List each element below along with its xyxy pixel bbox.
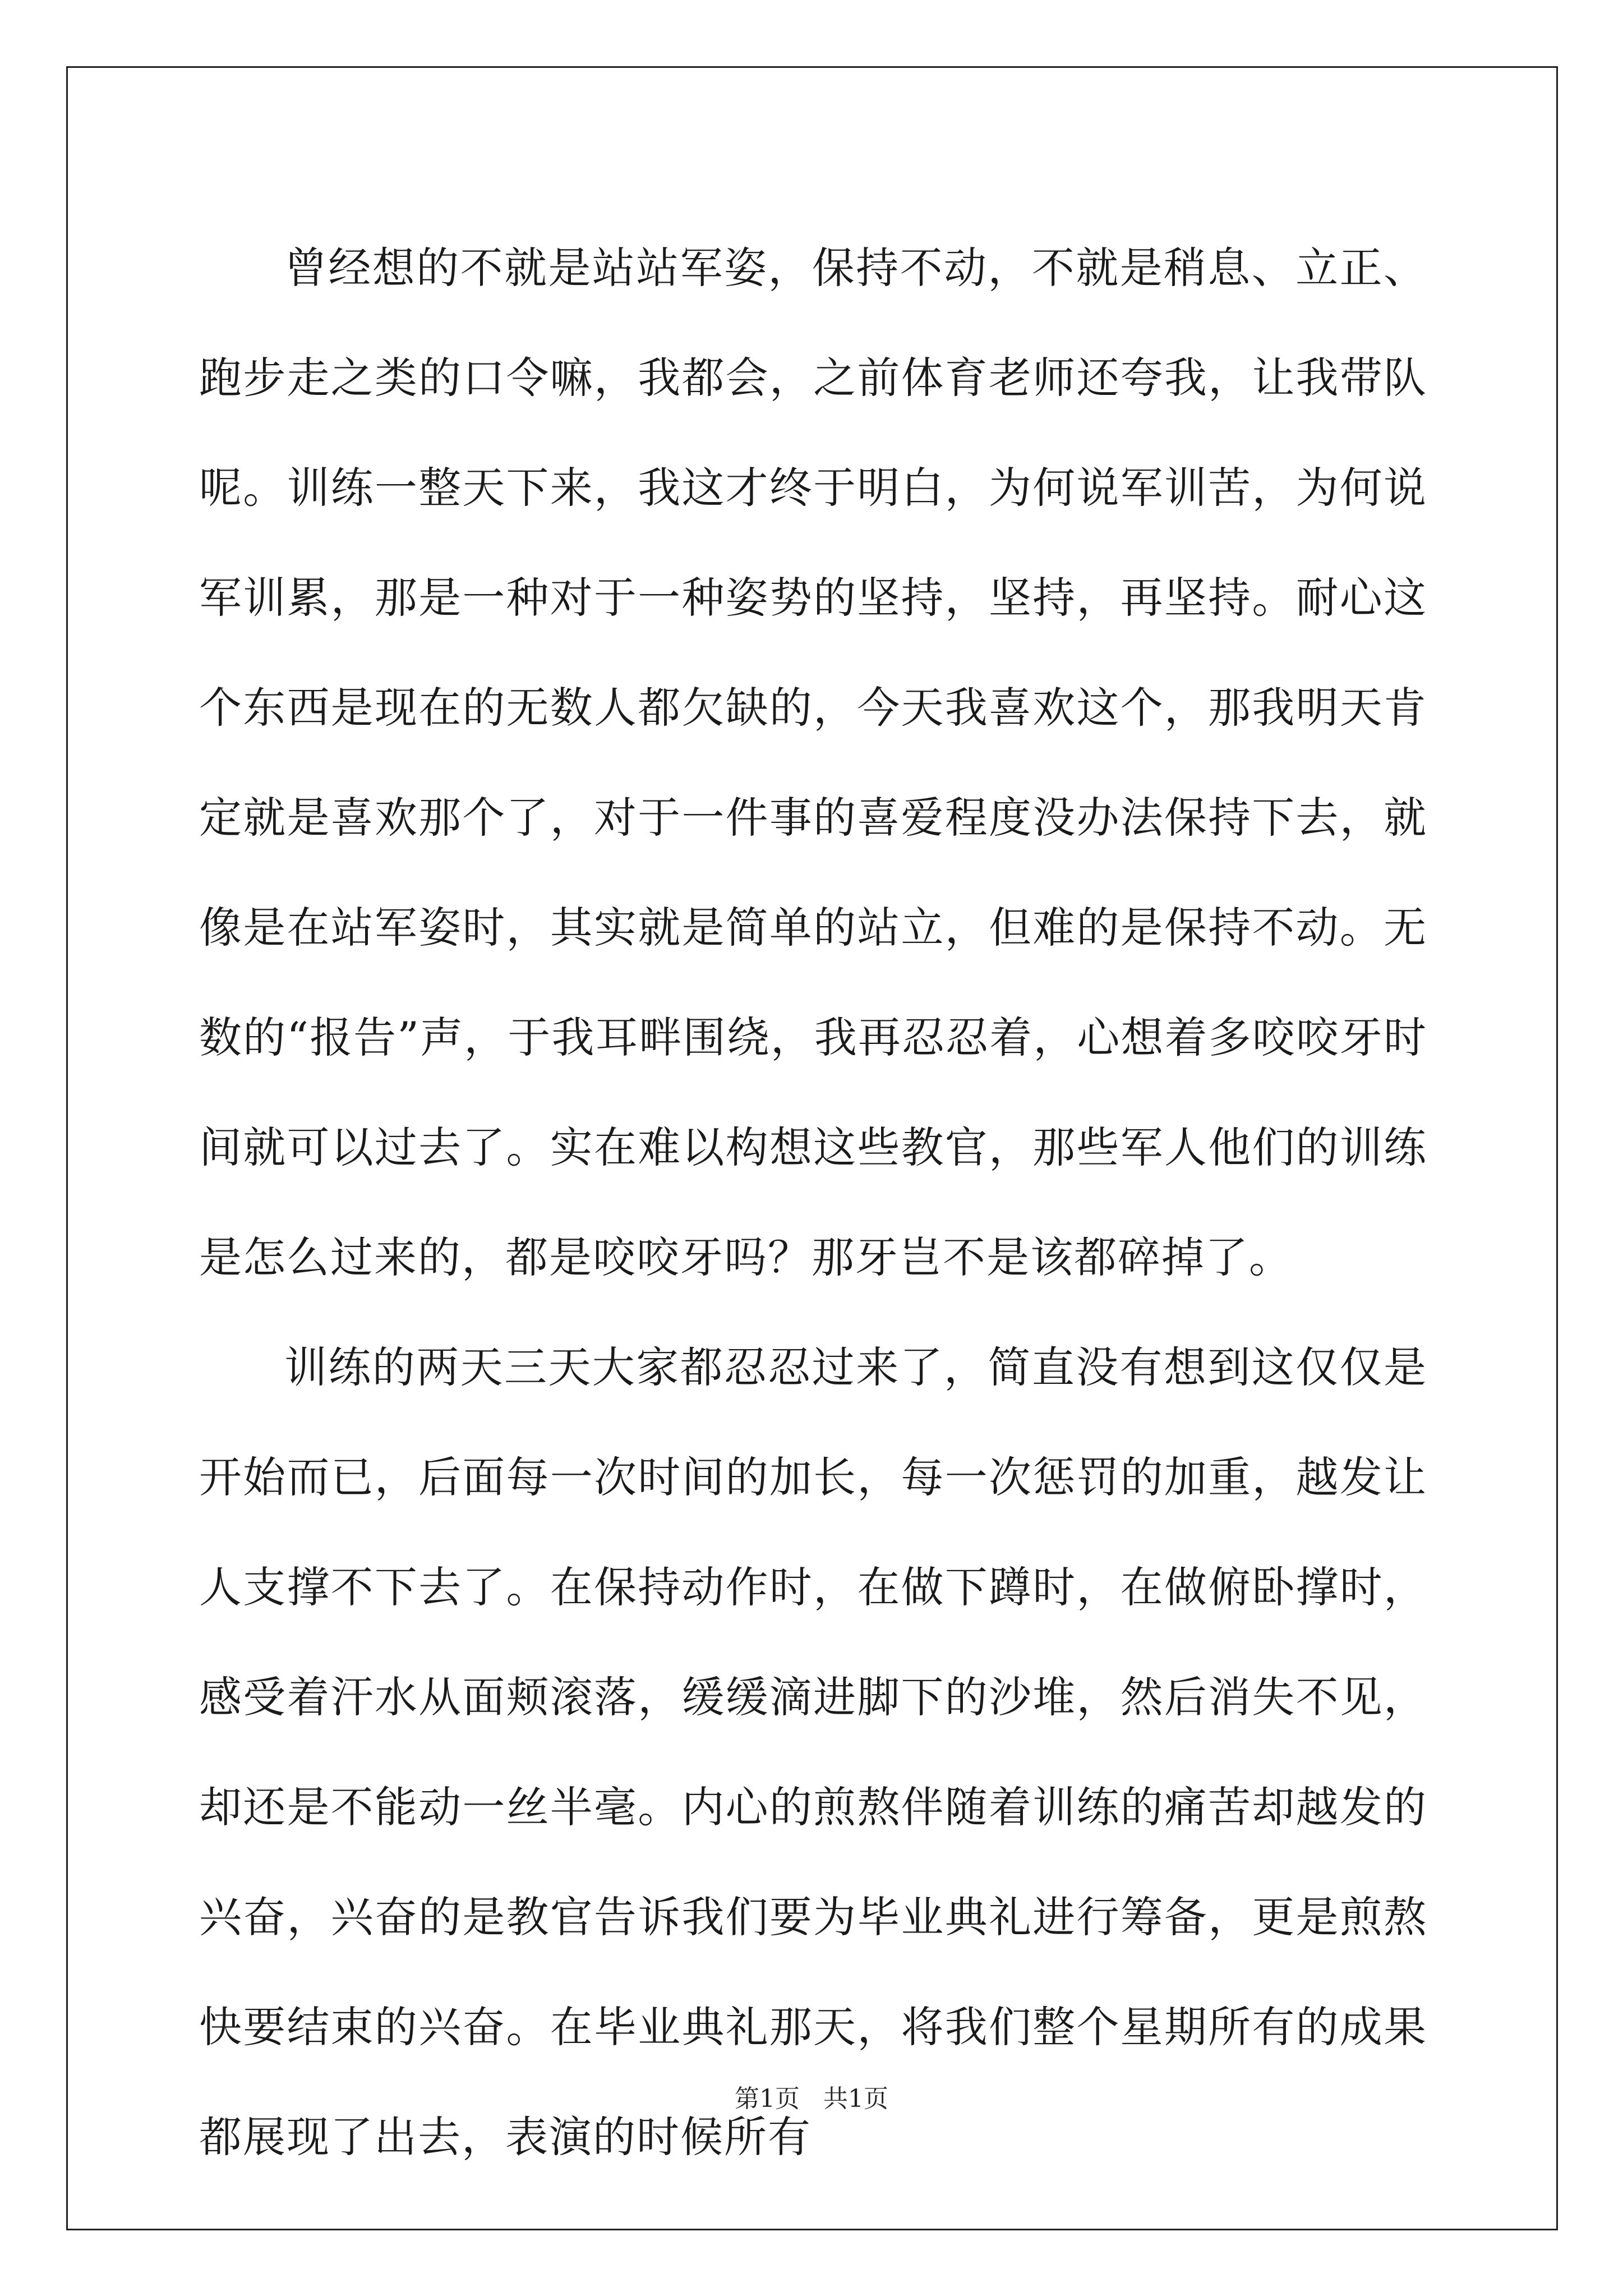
- page-number: 第1页: [735, 2085, 800, 2113]
- paragraph-1: 曾经想的不就是站站军姿，保持不动，不就是稍息、立正、跑步走之类的口令嘛，我都会，之前体育老师还夸我，让我带队呢。训练一整天下来，我这才终于明白，为何说军训苦，为何说军训累，那是一种对于一种姿势的坚持，坚持，再坚持。耐心这个东西是现在的无数人都欠缺的，今天我喜欢这个，那我明天肯定就是喜欢那个了，对于一件事的喜爱程度没办法保持下去，就像是在站军姿时，其实就是简单的站立，但难的是保持不动。无数的“报告”声，于我耳畔围绕，我再忍忍着，心想着多咬咬牙时间就可以过去了。实在难以构想这些教官，那些军人他们的训练是怎么过来的，都是咬咬牙吗？那牙岂不是该都碎掉了。: [199, 243, 1427, 1282]
- paragraph-2: 训练的两天三天大家都忍忍过来了，简直没有想到这仅仅是开始而已，后面每一次时间的加长，每一次惩罚的加重，越发让人支撑不下去了。在保持动作时，在做下蹲时，在做俯卧撑时，感受着汗水从面颊滚落，缓缓滴进脚下的沙堆，然后消失不见，却还是不能动一丝半毫。内心的煎熬伴随着训练的痛苦却越发的兴奋，兴奋的是教官告诉我们要为毕业典礼进行筹备，更是煎熬快要结束的兴奋。在毕业典礼那天，将我们整个星期所有的成果都展现了出去，表演的时候所有: [199, 1342, 1427, 2162]
- page-footer: [0, 2082, 1623, 2116]
- document-body: [199, 213, 1427, 2192]
- page-total: 共1页: [823, 2085, 888, 2113]
